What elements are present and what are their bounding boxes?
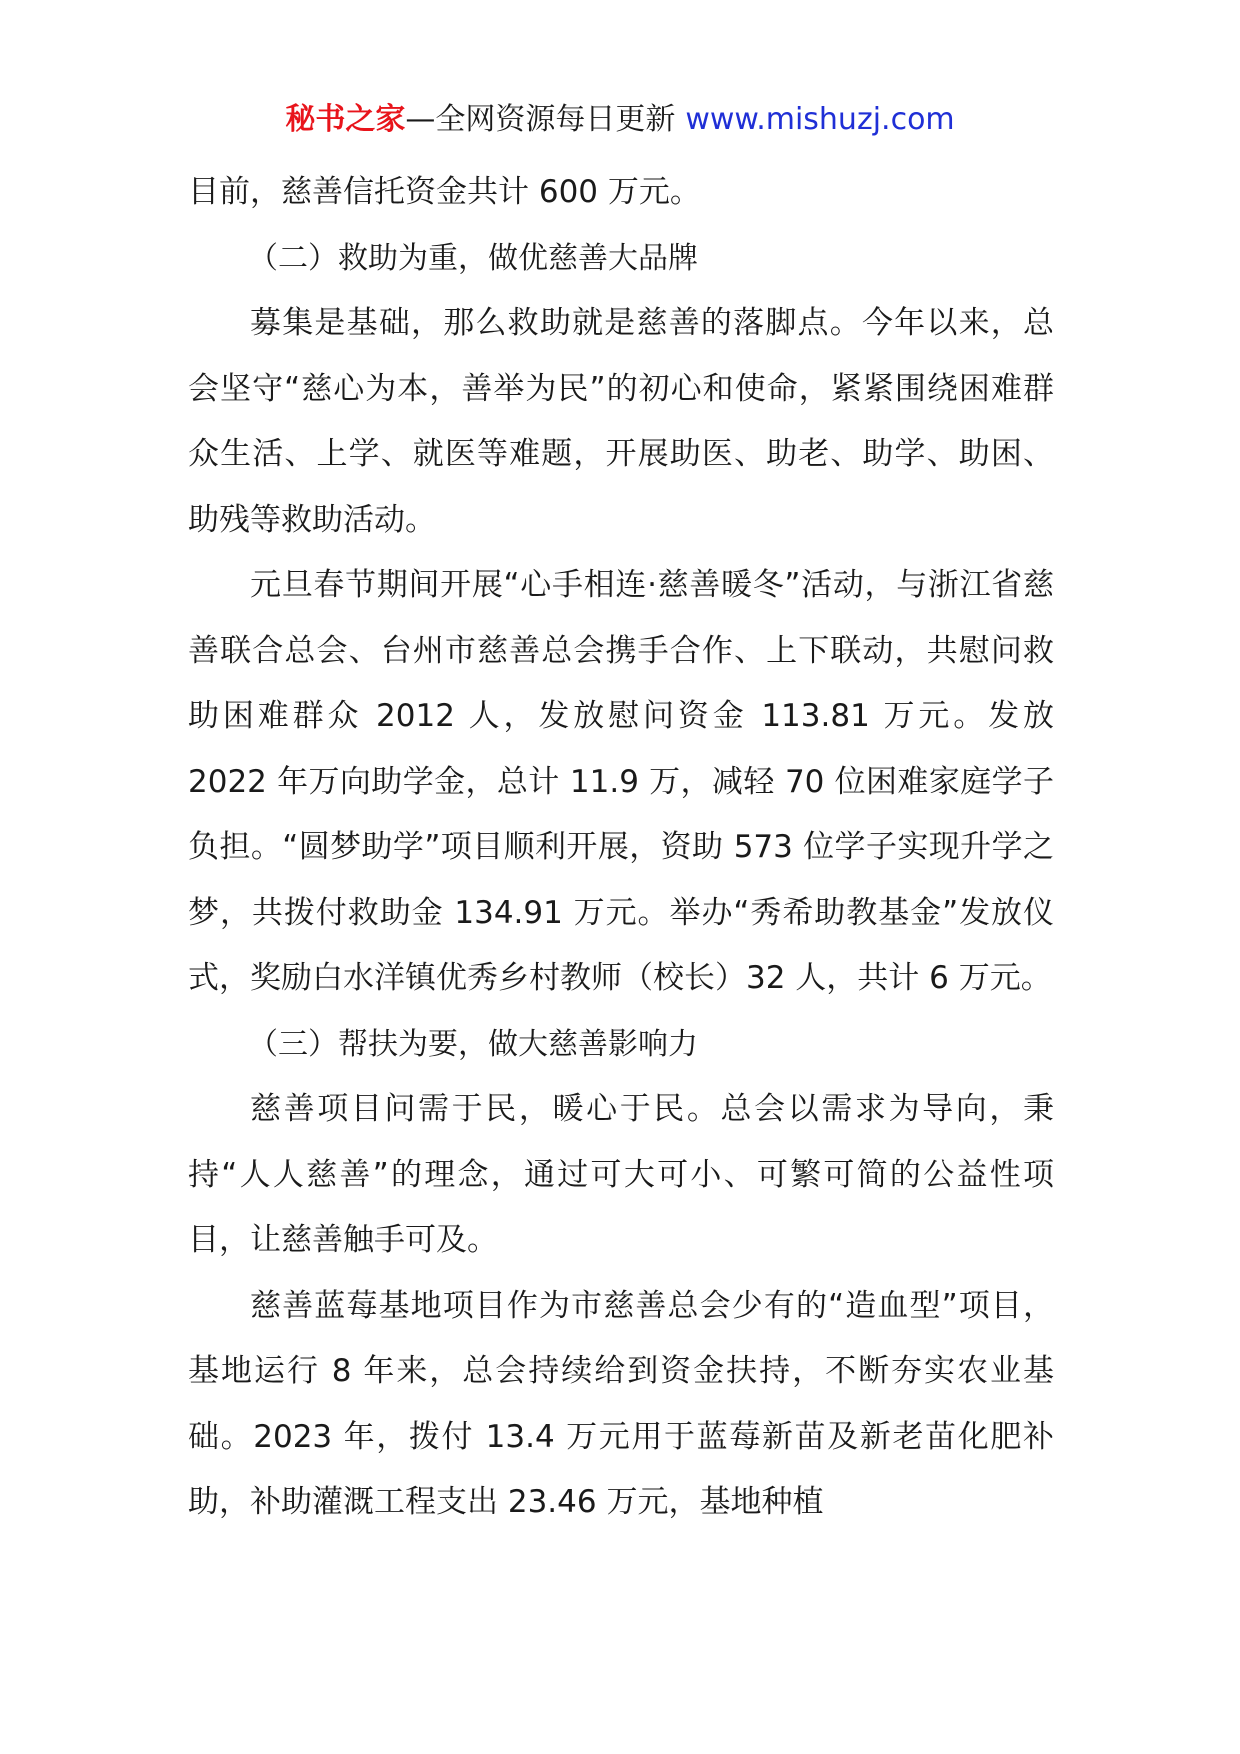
paragraph-relief-activities: 元旦春节期间开展“心手相连·慈善暖冬”活动，与浙江省慈善联合总会、台州市慈善总会携手合作、上下联动，共慰问救助困难群众 2012 人，发放慰问资金 113.81 万元。发放 2022 年万向助学金，总计 11.9 万，减轻 70 位困难家庭学子负担。“圆梦助学”项目顺利开展，资助 573 位学子实现升学之梦，共拨付救助金 134.91 万元。举办“秀希助教基金”发放仪式，奖励白水洋镇优秀乡村教师（校长）32 人，共计 6 万元。 — [188, 567, 1054, 996]
site-url-link[interactable]: www.mishuzj.com — [685, 102, 955, 137]
paragraph-blueberry-base: 慈善蓝莓基地项目作为市慈善总会少有的“造血型”项目，基地运行 8 年来，总会持续给到资金扶持，不断夯实农业基础。2023 年，拨付 13.4 万元用于蓝莓新苗及新老苗化肥补助，补助灌溉工程支出 23.46 万元，基地种植 — [188, 1287, 1054, 1520]
section-heading-two: （二）救助为重，做优慈善大品牌 — [248, 240, 698, 276]
brand-name: 秘书之家 — [285, 102, 406, 137]
section-heading-three: （三）帮扶为要，做大慈善影响力 — [248, 1026, 698, 1062]
paragraph-projects-intro: 慈善项目问需于民，暖心于民。总会以需求为导向，秉持“人人慈善”的理念，通过可大可小、可繁可简的公益性项目，让慈善触手可及。 — [188, 1091, 1054, 1258]
header-tagline: —全网资源每日更新 — [405, 102, 676, 137]
document-body — [188, 160, 1054, 1536]
paragraph-relief-intro: 募集是基础，那么救助就是慈善的落脚点。今年以来，总会坚守“慈心为本，善举为民”的初心和使命，紧紧围绕困难群众生活、上学、就医等难题，开展助医、助老、助学、助困、助残等救助活动。 — [188, 305, 1054, 538]
paragraph-continued: 目前，慈善信托资金共计 600 万元。 — [188, 174, 701, 210]
site-header — [0, 100, 1240, 140]
